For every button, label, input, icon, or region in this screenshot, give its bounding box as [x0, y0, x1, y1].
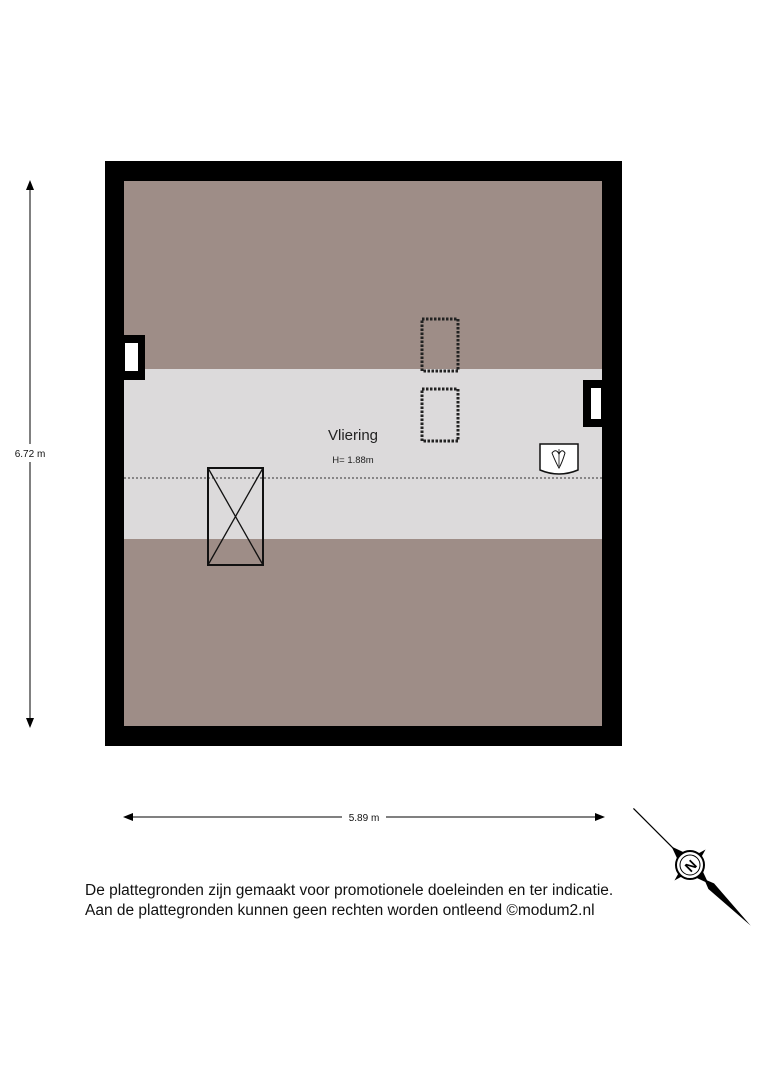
low-ceiling-area-bottom	[124, 539, 602, 726]
low-ceiling-area-top	[124, 181, 602, 369]
width-dimension-label: 5.89 m	[348, 813, 380, 824]
room-height-label: H= 1.88m	[332, 455, 374, 466]
height-dimension-label: 6.72 m	[14, 449, 46, 460]
disclaimer-line-1: De plattegronden zijn gemaakt voor promotionele doeleinden en ter indicatie.	[85, 882, 614, 899]
disclaimer-line-2: Aan de plattegronden kunnen geen rechten worden ontleend ©modum2.nl	[85, 902, 595, 919]
window-left-wall	[121, 335, 145, 380]
room-name: Vliering	[327, 427, 379, 444]
standing-height-area	[124, 369, 602, 539]
disclaimer	[85, 881, 685, 921]
window-right-wall	[583, 380, 604, 427]
heater-icon	[540, 444, 578, 474]
compass-north-label: N	[681, 856, 700, 875]
